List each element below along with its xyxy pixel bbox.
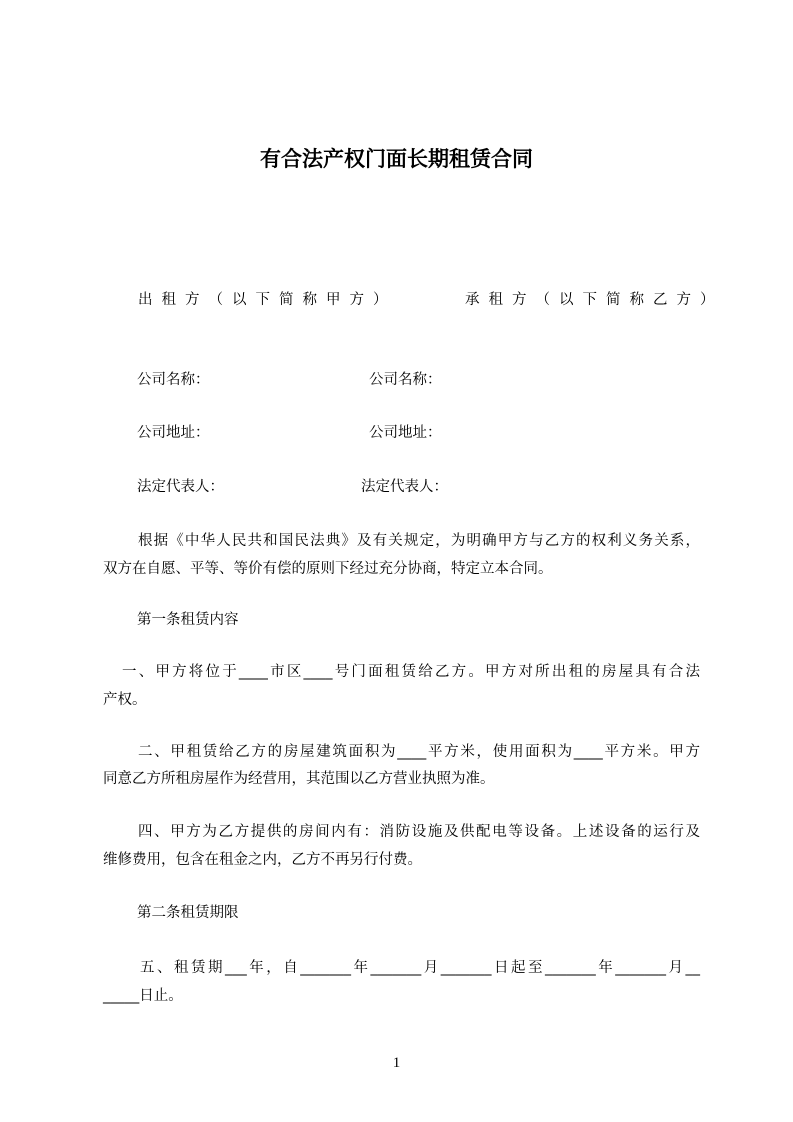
document-title: 有合法产权门面长期租赁合同 [260,147,533,171]
article-2-heading: 第二条租赁期限 [137,905,239,921]
lessee-heading: 承租方（以下简称乙方） [465,292,724,308]
item-1-line-1: 一、甲方将位于____市区____号门面租赁给乙方。甲方对所出租的房屋具有合法 [122,664,700,680]
article-1-heading: 第一条租赁内容 [137,612,239,628]
lessor-heading: 出租方（以下简称甲方） [138,292,397,308]
item-5-line-1: 五、租赁期___年，自_______年_______月_______日起至_______年_______月__ [140,960,700,976]
lessor-company-name-label: 公司名称： [137,372,210,388]
item-1-line-2: 产权。 [103,692,147,708]
item-4-line-1: 四、甲方为乙方提供的房间内有：消防设施及供配电等设备。上述设备的运行及 [138,824,700,840]
lessee-legal-rep-label: 法定代表人： [361,479,448,495]
lessor-legal-rep-label: 法定代表人： [137,479,224,495]
item-2-line-1: 二、甲租赁给乙方的房屋建筑面积为____平方米，使用面积为____平方米。甲方 [138,744,700,760]
item-2-line-2: 同意乙方所租房屋作为经营用，其范围以乙方营业执照为准。 [103,771,495,787]
lessor-company-address-label: 公司地址： [137,425,210,441]
preamble-line-2: 双方在自愿、平等、等价有偿的原则下经过充分协商，特定立本合同。 [103,561,553,577]
item-5-line-2: _____日止。 [103,988,183,1004]
lessee-company-address-label: 公司地址： [369,425,442,441]
page-number: 1 [392,1055,401,1071]
item-4-line-2: 维修费用，包含在租金之内，乙方不再另行付费。 [103,852,422,868]
lessee-company-name-label: 公司名称： [369,372,442,388]
preamble-line-1: 根据《中华人民共和国民法典》及有关规定，为明确甲方与乙方的权利义务关系， [138,533,700,549]
